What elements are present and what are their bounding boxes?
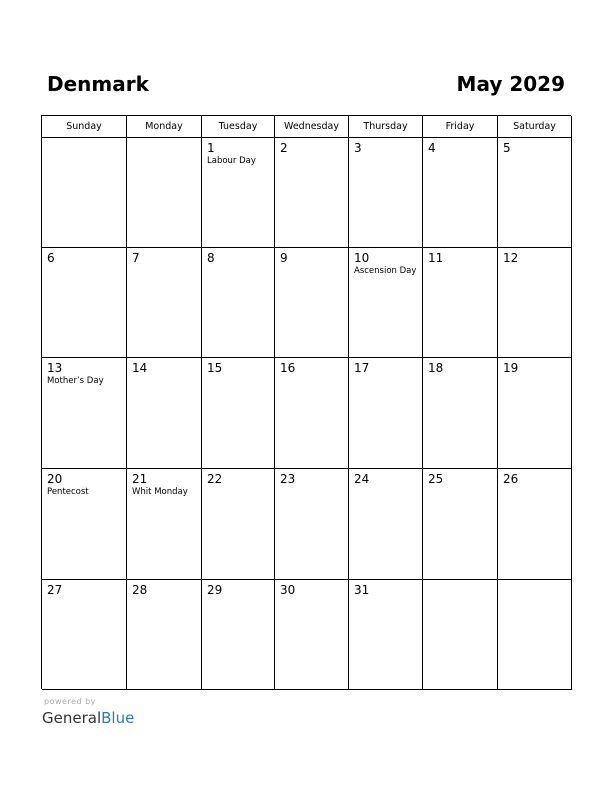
day-cell — [349, 580, 423, 690]
day-number: 15 — [207, 361, 223, 375]
holiday-label: Whit Monday — [132, 487, 188, 497]
weekday-header: Wednesday — [275, 116, 349, 138]
day-cell — [127, 469, 202, 580]
weekday-header: Friday — [423, 116, 498, 138]
calendar-grid — [41, 115, 571, 689]
day-cell — [127, 580, 202, 690]
weekday-header: Saturday — [498, 116, 572, 138]
day-cell — [498, 248, 572, 358]
day-cell — [349, 248, 423, 358]
day-number: 18 — [428, 361, 444, 375]
day-number: 30 — [280, 583, 296, 597]
logo-general-text: General — [42, 709, 102, 727]
day-cell — [275, 469, 349, 580]
weekday-header: Monday — [127, 116, 202, 138]
day-number: 17 — [354, 361, 370, 375]
day-cell — [349, 358, 423, 469]
day-number: 22 — [207, 472, 223, 486]
day-number: 28 — [132, 583, 148, 597]
day-cell — [127, 358, 202, 469]
holiday-label: Pentecost — [47, 487, 89, 497]
powered-by-label: powered by — [44, 697, 96, 706]
day-number: 1 — [207, 141, 215, 155]
day-cell — [275, 248, 349, 358]
day-number: 12 — [503, 251, 519, 265]
holiday-label: Labour Day — [207, 156, 256, 166]
month-year-title: May 2029 — [456, 72, 565, 96]
day-cell — [42, 358, 127, 469]
day-number: 2 — [280, 141, 288, 155]
day-number: 7 — [132, 251, 140, 265]
day-cell — [498, 469, 572, 580]
day-number: 29 — [207, 583, 223, 597]
weekday-header: Tuesday — [202, 116, 275, 138]
day-cell — [202, 358, 275, 469]
day-cell — [202, 248, 275, 358]
day-cell — [127, 248, 202, 358]
day-number: 10 — [354, 251, 370, 265]
day-number: 21 — [132, 472, 148, 486]
day-cell — [202, 469, 275, 580]
day-cell — [349, 138, 423, 248]
day-number: 13 — [47, 361, 63, 375]
day-cell — [498, 358, 572, 469]
day-cell — [202, 580, 275, 690]
empty-day-cell — [42, 138, 127, 248]
day-number: 31 — [354, 583, 370, 597]
day-cell — [498, 138, 572, 248]
generalblue-logo[interactable] — [42, 708, 134, 728]
day-cell — [42, 248, 127, 358]
logo-blue-text: Blue — [101, 709, 135, 727]
day-number: 11 — [428, 251, 444, 265]
day-cell — [275, 358, 349, 469]
weekday-header: Thursday — [349, 116, 423, 138]
day-cell — [423, 469, 498, 580]
day-cell — [275, 580, 349, 690]
day-number: 16 — [280, 361, 296, 375]
day-number: 24 — [354, 472, 370, 486]
holiday-label: Ascension Day — [354, 266, 417, 276]
day-number: 19 — [503, 361, 519, 375]
day-cell — [42, 469, 127, 580]
day-cell — [423, 138, 498, 248]
empty-day-cell — [498, 580, 572, 690]
day-cell — [423, 248, 498, 358]
day-number: 3 — [354, 141, 362, 155]
day-cell — [202, 138, 275, 248]
weekday-header: Sunday — [42, 116, 127, 138]
day-number: 5 — [503, 141, 511, 155]
day-cell — [275, 138, 349, 248]
day-number: 14 — [132, 361, 148, 375]
day-number: 9 — [280, 251, 288, 265]
day-cell — [349, 469, 423, 580]
day-number: 27 — [47, 583, 63, 597]
day-number: 6 — [47, 251, 55, 265]
day-cell — [423, 358, 498, 469]
day-number: 8 — [207, 251, 215, 265]
day-number: 23 — [280, 472, 296, 486]
empty-day-cell — [127, 138, 202, 248]
day-number: 20 — [47, 472, 63, 486]
footer-branding — [42, 697, 134, 728]
day-cell — [42, 580, 127, 690]
day-number: 26 — [503, 472, 519, 486]
day-number: 4 — [428, 141, 436, 155]
day-number: 25 — [428, 472, 444, 486]
country-title: Denmark — [47, 72, 149, 96]
empty-day-cell — [423, 580, 498, 690]
holiday-label: Mother’s Day — [47, 376, 104, 386]
